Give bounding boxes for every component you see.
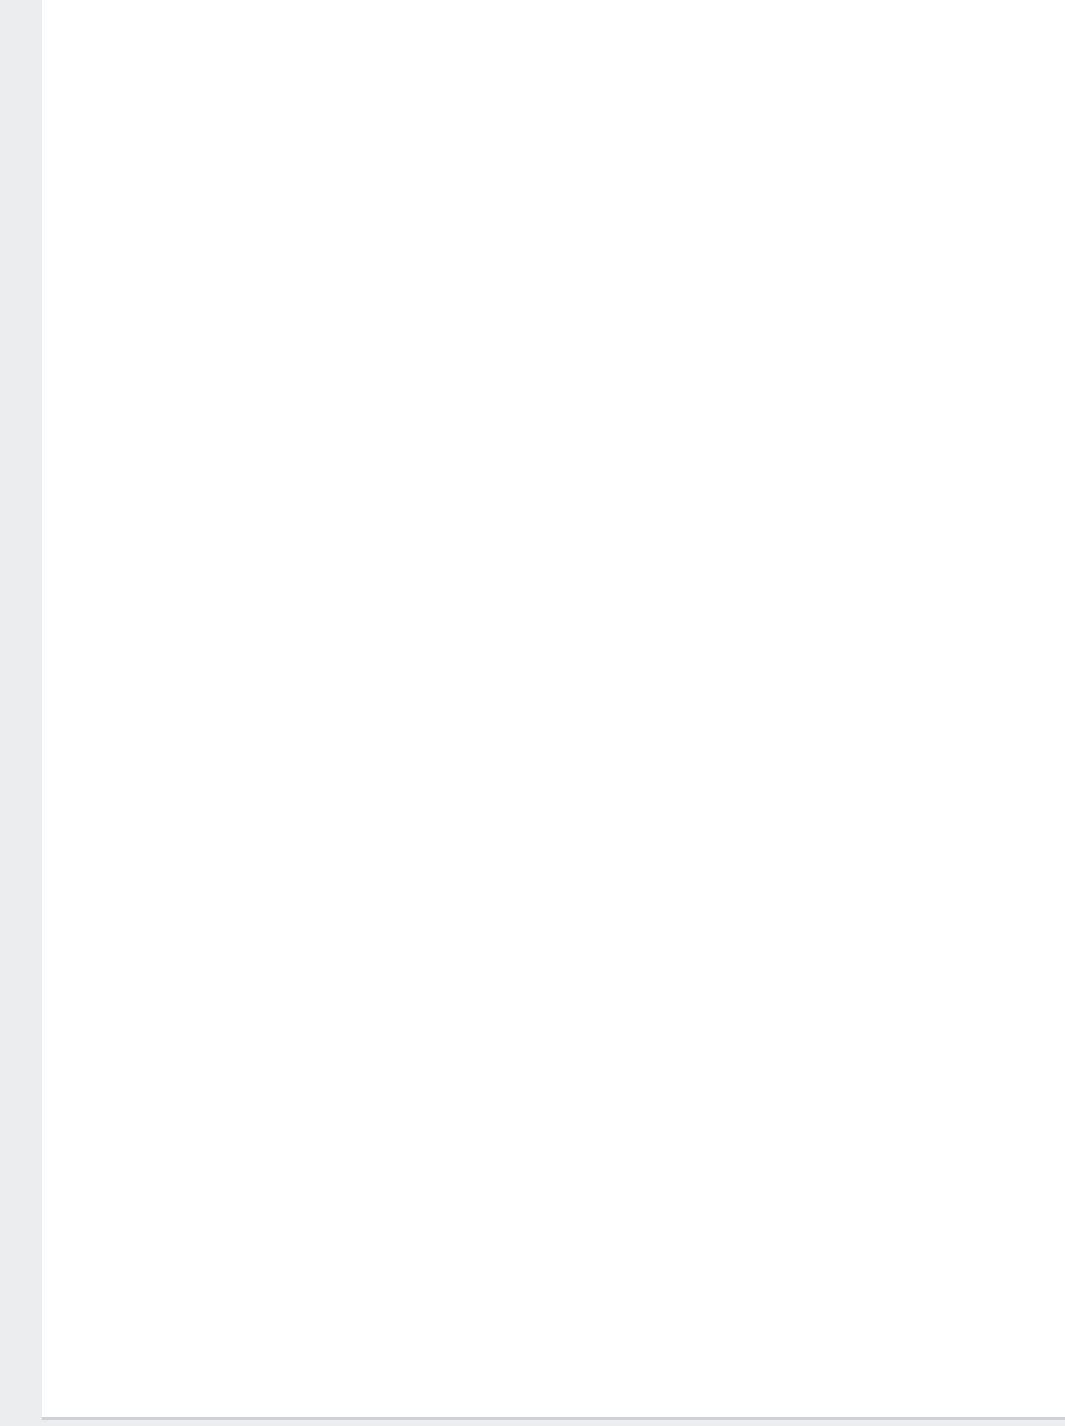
paper-edge-shadow — [42, 1417, 1065, 1420]
paper — [42, 0, 1065, 1417]
